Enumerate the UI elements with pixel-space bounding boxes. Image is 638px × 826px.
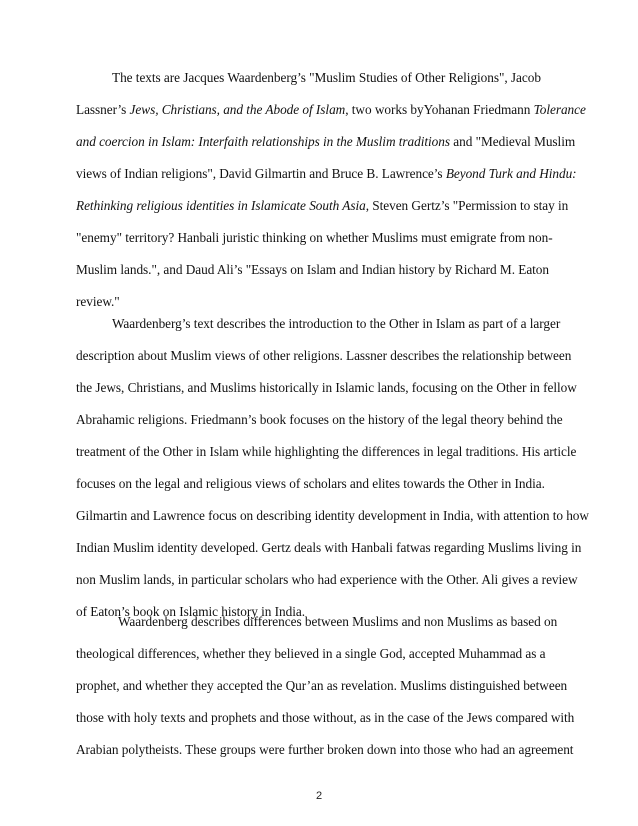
text-line: and coercion in Islam: Interfaith relationships in the Muslim traditions and "Medieval Muslim bbox=[76, 134, 576, 149]
text-line: Waardenberg describes differences between Muslims and non Muslims as based on bbox=[118, 614, 558, 629]
text-line: Rethinking religious identities in Islamicate South Asia, Steven Gertz’s "Permission to stay in bbox=[76, 198, 569, 213]
text-line: Arabian polytheists. These groups were further broken down into those who had an agreement bbox=[76, 742, 574, 757]
text-line: treatment of the Other in Islam while highlighting the differences in legal traditions. His article bbox=[76, 444, 577, 459]
text-line: focuses on the legal and religious views of scholars and elites towards the Other in India. bbox=[76, 476, 545, 491]
text-line: "enemy" territory? Hanbali juristic thinking on whether Muslims must emigrate from non- bbox=[76, 230, 553, 245]
paragraph-1 bbox=[76, 62, 586, 318]
text-line: non Muslim lands, in particular scholars who had experience with the Other. Ali gives a review bbox=[76, 572, 578, 587]
book-title: Beyond Turk and Hindu: bbox=[445, 166, 577, 181]
text-line: views of Indian religions", David Gilmartin and Bruce B. Lawrence’s Beyond Turk and Hindu: bbox=[76, 166, 577, 181]
book-title: Tolerance bbox=[533, 102, 586, 117]
paragraph-2 bbox=[76, 308, 589, 628]
text-line: The texts are Jacques Waardenberg’s "Muslim Studies of Other Religions", Jacob bbox=[112, 70, 541, 85]
text-line: Gilmartin and Lawrence focus on describing identity development in India, with attention to how bbox=[76, 508, 589, 523]
text-line: those with holy texts and prophets and those without, as in the case of the Jews compared with bbox=[76, 710, 575, 725]
page-number: 2 bbox=[315, 790, 323, 802]
text-line: Lassner’s Jews, Christians, and the Abode of Islam, two works byYohanan Friedmann Tolerance bbox=[76, 102, 586, 117]
text-line: review." bbox=[76, 294, 120, 309]
text-line: the Jews, Christians, and Muslims historically in Islamic lands, focusing on the Other in fellow bbox=[76, 380, 577, 395]
text-line: description about Muslim views of other religions. Lassner describes the relationship between bbox=[76, 348, 572, 363]
book-title: Jews, Christians, and the Abode of Islam bbox=[129, 102, 346, 117]
text-line: Muslim lands.", and Daud Ali’s "Essays on Islam and Indian history by Richard M. Eaton bbox=[76, 262, 550, 277]
text-line: of Eaton’s book on Islamic history in India. bbox=[76, 604, 305, 619]
text-line: Waardenberg’s text describes the introduction to the Other in Islam as part of a larger bbox=[112, 316, 561, 331]
text-line: theological differences, whether they believed in a single God, accepted Muhammad as a bbox=[76, 646, 546, 661]
book-title: and coercion in Islam: Interfaith relationships in the Muslim traditions bbox=[76, 134, 450, 149]
text-line: Indian Muslim identity developed. Gertz deals with Hanbali fatwas regarding Muslims living in bbox=[76, 540, 582, 555]
text-line: prophet, and whether they accepted the Qur’an as revelation. Muslims distinguished between bbox=[76, 678, 568, 693]
book-title: Rethinking religious identities in Islamicate South Asia bbox=[76, 198, 366, 213]
text-line: Abrahamic religions. Friedmann’s book focuses on the history of the legal theory behind the bbox=[76, 412, 563, 427]
paragraph-3 bbox=[76, 606, 575, 766]
